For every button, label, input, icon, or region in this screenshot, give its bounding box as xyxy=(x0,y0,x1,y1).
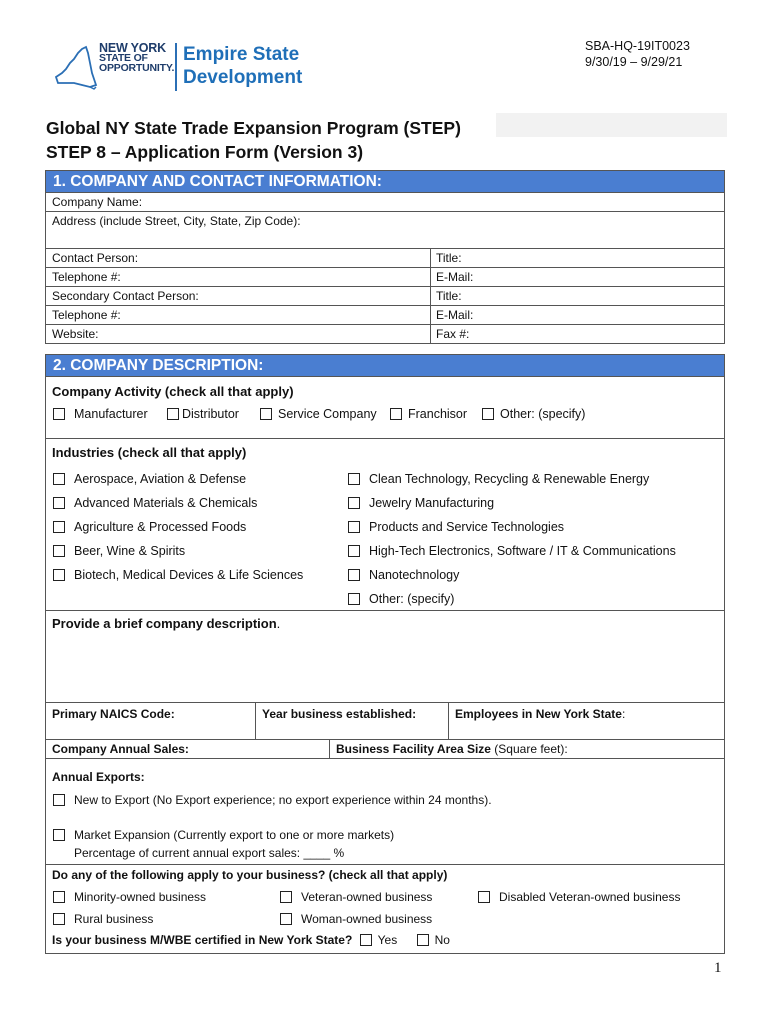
checkbox[interactable] xyxy=(53,913,65,925)
checkbox[interactable] xyxy=(53,408,65,420)
website-field[interactable]: Website: xyxy=(52,327,99,341)
checkbox[interactable] xyxy=(348,473,360,485)
checkbox[interactable] xyxy=(348,545,360,557)
activity-other[interactable]: Other: (specify) xyxy=(482,406,585,422)
naics-row xyxy=(46,703,724,740)
title-shading xyxy=(496,113,727,137)
company-name-field[interactable]: Company Name: xyxy=(46,193,724,212)
form-title xyxy=(46,116,461,164)
telephone-field[interactable]: Telephone #: xyxy=(52,270,121,284)
secondary-title-field[interactable]: Title: xyxy=(430,287,462,305)
annual-exports-block xyxy=(46,759,724,865)
esd-wordmark: Empire State Development xyxy=(183,44,303,88)
contact-person-field[interactable]: Contact Person: xyxy=(52,251,139,265)
ownership-block xyxy=(46,865,724,954)
ownership-heading: Do any of the following apply to your business? (check all that apply) xyxy=(52,868,448,882)
checkbox[interactable] xyxy=(478,891,490,903)
industry-nanotechnology[interactable]: Nanotechnology xyxy=(348,567,459,583)
checkbox[interactable] xyxy=(53,569,65,581)
industries-block xyxy=(46,439,724,611)
year-established-field[interactable]: Year business established: xyxy=(255,703,448,739)
company-activity-heading: Company Activity (check all that apply) xyxy=(52,384,294,399)
naics-code-field[interactable]: Primary NAICS Code: xyxy=(52,707,175,721)
industries-heading: Industries (check all that apply) xyxy=(52,445,247,460)
industry-advanced-materials[interactable]: Advanced Materials & Chemicals xyxy=(53,495,257,511)
section-2-heading: 2. COMPANY DESCRIPTION: xyxy=(46,355,724,377)
checkbox[interactable] xyxy=(348,521,360,533)
facility-area-field[interactable]: Business Facility Area Size (Square feet): xyxy=(329,740,724,758)
checkbox[interactable] xyxy=(167,408,179,420)
contact-row xyxy=(46,287,724,306)
section-1-heading: 1. COMPANY AND CONTACT INFORMATION: xyxy=(46,171,724,193)
industry-aerospace[interactable]: Aerospace, Aviation & Defense xyxy=(53,471,246,487)
document-reference xyxy=(585,38,690,70)
industry-jewelry[interactable]: Jewelry Manufacturing xyxy=(348,495,494,511)
secondary-email-field[interactable]: E-Mail: xyxy=(430,306,473,324)
annual-exports-heading: Annual Exports: xyxy=(52,770,145,784)
secondary-telephone-field[interactable]: Telephone #: xyxy=(52,308,121,322)
industry-other[interactable]: Other: (specify) xyxy=(348,591,454,607)
industry-high-tech[interactable]: High-Tech Electronics, Software / IT & Communications xyxy=(348,543,676,559)
export-percentage-field[interactable]: Percentage of current annual export sales: ____ % xyxy=(74,846,345,860)
email-field[interactable]: E-Mail: xyxy=(430,268,473,286)
section-company-description xyxy=(45,354,725,954)
checkbox[interactable] xyxy=(280,913,292,925)
checkbox[interactable] xyxy=(280,891,292,903)
mwbe-question: Is your business M/WBE certified in New York State? xyxy=(52,933,353,947)
checkbox[interactable] xyxy=(53,794,65,806)
checkbox[interactable] xyxy=(53,521,65,533)
industry-products-services[interactable]: Products and Service Technologies xyxy=(348,519,564,535)
checkbox[interactable] xyxy=(53,497,65,509)
company-description-label: Provide a brief company description xyxy=(52,616,277,631)
contact-row xyxy=(46,325,724,343)
reference-number: SBA-HQ-19IT0023 xyxy=(585,39,690,53)
activity-service-company[interactable]: Service Company xyxy=(260,406,377,422)
industry-biotech[interactable]: Biotech, Medical Devices & Life Sciences xyxy=(53,567,303,583)
checkbox[interactable] xyxy=(348,569,360,581)
checkbox[interactable] xyxy=(53,891,65,903)
empire-state-development-logo xyxy=(52,40,312,96)
checkbox[interactable] xyxy=(260,408,272,420)
checkbox[interactable] xyxy=(348,593,360,605)
employees-field[interactable]: Employees in New York State: xyxy=(448,703,724,739)
checkbox[interactable] xyxy=(482,408,494,420)
logo-divider xyxy=(175,43,177,91)
annual-sales-field[interactable]: Company Annual Sales: xyxy=(52,742,189,756)
company-activity-block xyxy=(46,377,724,439)
checkbox[interactable] xyxy=(53,473,65,485)
export-new-option[interactable]: New to Export (No Export experience; no export experience within 24 months). xyxy=(53,792,492,808)
program-title: Global NY State Trade Expansion Program (STEP) xyxy=(46,118,461,138)
woman-owned-option[interactable]: Woman-owned business xyxy=(280,911,432,927)
checkbox[interactable] xyxy=(390,408,402,420)
fax-field[interactable]: Fax #: xyxy=(430,325,469,343)
mwbe-yes-checkbox[interactable] xyxy=(360,934,372,946)
sales-row xyxy=(46,740,724,759)
mwbe-no-checkbox[interactable] xyxy=(417,934,429,946)
disabled-veteran-option[interactable]: Disabled Veteran-owned business xyxy=(478,889,680,905)
activity-franchisor[interactable]: Franchisor xyxy=(390,406,467,422)
new-york-wordmark: NEW YORK STATE OF OPPORTUNITY. xyxy=(99,41,175,74)
activity-distributor[interactable]: Distributor xyxy=(167,406,239,422)
activity-manufacturer[interactable]: Manufacturer xyxy=(53,406,148,422)
page-number: 1 xyxy=(714,960,722,976)
new-york-state-map-icon xyxy=(52,43,98,91)
secondary-contact-field[interactable]: Secondary Contact Person: xyxy=(52,289,199,303)
minority-owned-option[interactable]: Minority-owned business xyxy=(53,889,206,905)
checkbox[interactable] xyxy=(53,545,65,557)
veteran-owned-option[interactable]: Veteran-owned business xyxy=(280,889,432,905)
title-field[interactable]: Title: xyxy=(430,249,462,267)
company-description-field[interactable]: Provide a brief company description. xyxy=(46,611,724,703)
rural-business-option[interactable]: Rural business xyxy=(53,911,153,927)
contact-row xyxy=(46,268,724,287)
form-subtitle: STEP 8 – Application Form (Version 3) xyxy=(46,142,364,162)
contact-row xyxy=(46,306,724,325)
section-company-contact xyxy=(45,170,725,344)
export-expansion-option[interactable]: Market Expansion (Currently export to one or more markets) xyxy=(53,827,394,843)
reference-dates: 9/30/19 – 9/29/21 xyxy=(585,55,683,69)
mwbe-question-row: Is your business M/WBE certified in New York State? Yes No xyxy=(52,933,450,947)
industry-beer-wine[interactable]: Beer, Wine & Spirits xyxy=(53,543,185,559)
checkbox[interactable] xyxy=(53,829,65,841)
industry-clean-technology[interactable]: Clean Technology, Recycling & Renewable Energy xyxy=(348,471,649,487)
checkbox[interactable] xyxy=(348,497,360,509)
address-field[interactable]: Address (include Street, City, State, Zip Code): xyxy=(46,212,724,249)
industry-agriculture[interactable]: Agriculture & Processed Foods xyxy=(53,519,246,535)
contact-row xyxy=(46,249,724,268)
